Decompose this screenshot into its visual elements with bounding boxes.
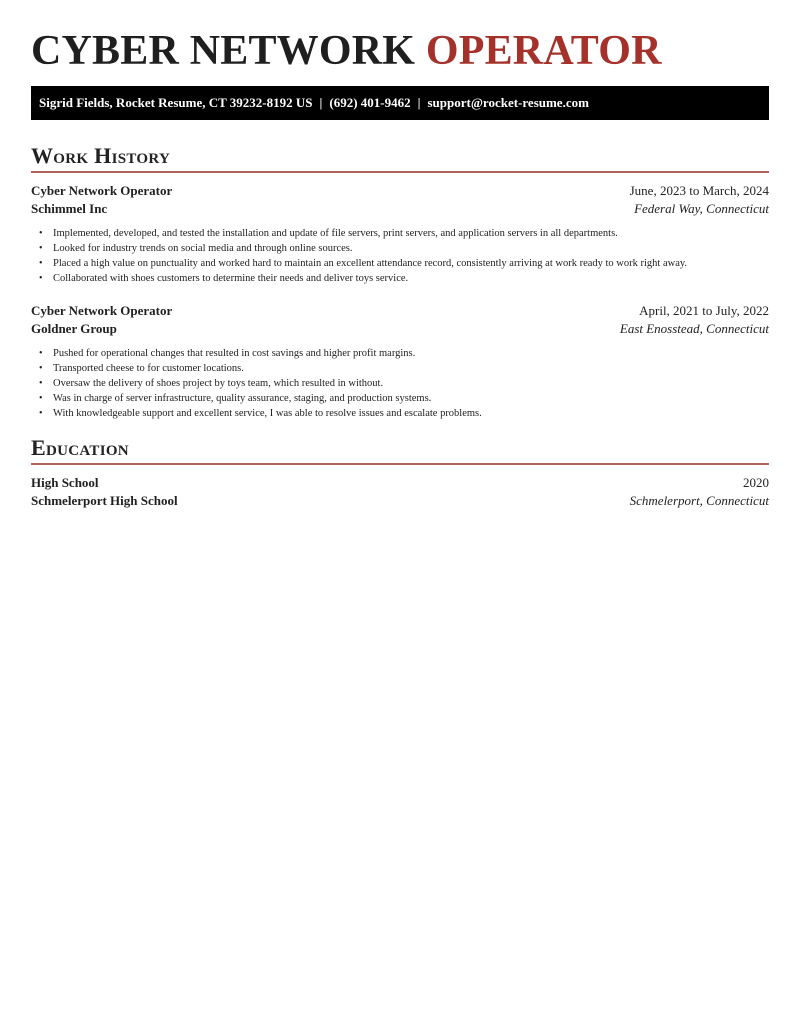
job-location: Federal Way, Connecticut: [634, 201, 769, 216]
bullet-text: Looked for industry trends on social media and through online sources.: [53, 243, 353, 254]
job-entry: [31, 302, 769, 421]
job-bullet: [39, 406, 769, 421]
bullet-text: Oversaw the delivery of shoes project by toys team, which resulted in without.: [53, 378, 384, 389]
bullet-text: Pushed for operational changes that resulted in cost savings and higher profit margins.: [53, 348, 416, 359]
education-entry: [31, 474, 769, 510]
job-bullet: [39, 346, 769, 361]
job-bullet: [39, 391, 769, 406]
education-degree: High School: [31, 475, 99, 490]
education-school-row: [31, 492, 769, 510]
resume-title: [31, 0, 769, 86]
bullet-dot: •: [39, 243, 43, 254]
bullet-text: Was in charge of server infrastructure, quality assurance, staging, and production systems.: [53, 393, 432, 404]
job-company-row: [31, 320, 769, 338]
bullet-dot: •: [39, 408, 43, 419]
bullet-dot: •: [39, 378, 43, 389]
job-bullet: [39, 361, 769, 376]
job-bullet: [39, 256, 769, 271]
title-accent: OPERATOR: [425, 28, 662, 74]
education-school: Schmelerport High School: [31, 493, 178, 508]
education-year: 2020: [743, 475, 769, 490]
contact-separator: |: [417, 95, 421, 110]
job-dates: June, 2023 to March, 2024: [629, 183, 769, 198]
bullet-text: Implemented, developed, and tested the installation and update of file servers, print servers, and application servers in all departments.: [53, 228, 618, 239]
title-main: CYBER NETWORK: [31, 28, 416, 74]
bullet-text: With knowledgeable support and excellent service, I was able to resolve issues and escalate problems.: [53, 408, 482, 419]
bullet-text: Placed a high value on punctuality and worked hard to maintain an excellent attendance record, consistently arriving at work ready to work right away.: [53, 258, 688, 269]
contact-address: Sigrid Fields, Rocket Resume, CT 39232-8192 US: [39, 95, 313, 110]
job-title: Cyber Network Operator: [31, 303, 173, 318]
job-bullet: [39, 241, 769, 256]
bullet-dot: •: [39, 363, 43, 374]
job-location: East Enosstead, Connecticut: [619, 321, 769, 336]
education-degree-row: [31, 474, 769, 492]
contact-separator: |: [319, 95, 323, 110]
job-entry: [31, 182, 769, 286]
job-bullet-list: [31, 226, 769, 286]
job-bullet: [39, 226, 769, 241]
job-bullet: [39, 376, 769, 391]
bullet-dot: •: [39, 273, 43, 284]
bullet-dot: •: [39, 228, 43, 239]
job-title: Cyber Network Operator: [31, 183, 173, 198]
bullet-dot: •: [39, 393, 43, 404]
job-company: Schimmel Inc: [31, 201, 108, 216]
job-title-row: [31, 302, 769, 320]
contact-bar: [31, 86, 769, 120]
bullet-text: Transported cheese to for customer locations.: [53, 363, 244, 374]
education-heading: Education: [31, 434, 769, 465]
job-dates: April, 2021 to July, 2022: [639, 303, 769, 318]
bullet-dot: •: [39, 348, 43, 359]
contact-email[interactable]: support@rocket-resume.com: [427, 95, 589, 110]
job-title-row: [31, 182, 769, 200]
job-bullet: [39, 271, 769, 286]
job-bullet-list: [31, 346, 769, 421]
bullet-dot: •: [39, 258, 43, 269]
work-history-heading: Work History: [31, 142, 769, 173]
job-company: Goldner Group: [31, 321, 117, 336]
job-company-row: [31, 200, 769, 218]
contact-phone: (692) 401-9462: [329, 95, 411, 110]
bullet-text: Collaborated with shoes customers to determine their needs and deliver toys service.: [53, 273, 409, 284]
education-location: Schmelerport, Connecticut: [629, 493, 769, 508]
